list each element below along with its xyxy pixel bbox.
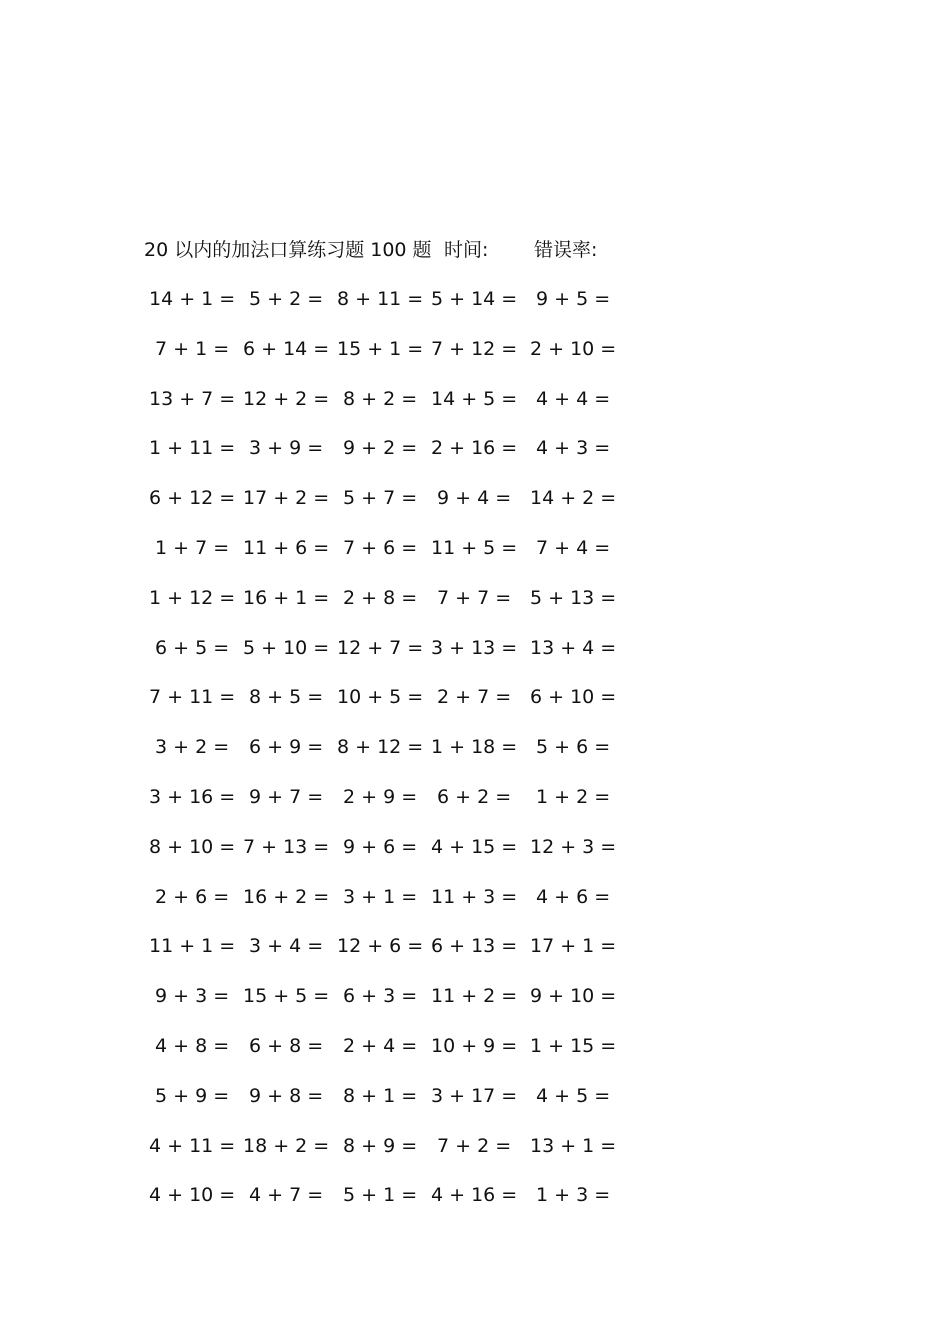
problem-cell: 2 + 7 =: [437, 686, 512, 709]
problem-cell: 9 + 4 =: [437, 487, 512, 510]
problem-row: [0, 1032, 950, 1082]
problem-cell: 8 + 1 =: [343, 1084, 418, 1107]
problem-cell: 4 + 6 =: [536, 885, 611, 908]
problem-cell: 9 + 6 =: [343, 835, 418, 858]
problem-cell: 11 + 3 =: [431, 885, 518, 908]
problem-cell: 5 + 2 =: [249, 288, 324, 310]
problem-cell: 7 + 1 =: [155, 337, 230, 360]
problem-cell: 6 + 10 =: [530, 686, 617, 709]
problem-cell: 9 + 10 =: [530, 985, 617, 1008]
problem-row: [0, 634, 950, 684]
problem-cell: 5 + 10 =: [243, 636, 330, 659]
problem-cell: 1 + 2 =: [536, 785, 611, 808]
problem-cell: 15 + 1 =: [337, 337, 424, 360]
problem-cell: 3 + 4 =: [249, 935, 324, 958]
problem-cell: 1 + 15 =: [530, 1034, 617, 1057]
problem-cell: 9 + 5 =: [536, 288, 611, 310]
problem-row: [0, 733, 950, 783]
problem-cell: 12 + 7 =: [337, 636, 424, 659]
problem-cell: 4 + 15 =: [431, 835, 518, 858]
problem-cell: 5 + 13 =: [530, 586, 617, 609]
problem-cell: 18 + 2 =: [243, 1134, 330, 1157]
problem-cell: 6 + 2 =: [437, 785, 512, 808]
problem-cell: 7 + 13 =: [243, 835, 330, 858]
problem-cell: 12 + 6 =: [337, 935, 424, 958]
problem-cell: 2 + 6 =: [155, 885, 230, 908]
problem-cell: 7 + 7 =: [437, 586, 512, 609]
problem-cell: 1 + 3 =: [536, 1184, 611, 1207]
problem-row: [0, 285, 950, 335]
problem-cell: 9 + 7 =: [249, 785, 324, 808]
problem-cell: 1 + 11 =: [149, 437, 236, 460]
problem-cell: 7 + 12 =: [431, 337, 518, 360]
problem-grid: [0, 285, 950, 1231]
problem-cell: 6 + 3 =: [343, 985, 418, 1008]
problem-cell: 6 + 13 =: [431, 935, 518, 958]
problem-cell: 7 + 6 =: [343, 536, 418, 559]
problem-row: [0, 484, 950, 534]
problem-cell: 7 + 11 =: [149, 686, 236, 709]
problem-cell: 8 + 9 =: [343, 1134, 418, 1157]
problem-cell: 4 + 11 =: [149, 1134, 236, 1157]
problem-row: [0, 1082, 950, 1132]
problem-cell: 7 + 4 =: [536, 536, 611, 559]
problem-row: [0, 683, 950, 733]
problem-cell: 2 + 9 =: [343, 785, 418, 808]
time-label: 时间:: [444, 239, 489, 261]
problem-row: [0, 833, 950, 883]
problem-cell: 8 + 11 =: [337, 288, 424, 310]
problem-cell: 2 + 8 =: [343, 586, 418, 609]
problem-cell: 8 + 10 =: [149, 835, 236, 858]
problem-cell: 8 + 5 =: [249, 686, 324, 709]
problem-row: [0, 883, 950, 933]
problem-cell: 6 + 8 =: [249, 1034, 324, 1057]
problem-cell: 6 + 14 =: [243, 337, 330, 360]
problem-cell: 11 + 6 =: [243, 536, 330, 559]
problem-cell: 4 + 5 =: [536, 1084, 611, 1107]
problem-cell: 2 + 16 =: [431, 437, 518, 460]
problem-cell: 5 + 1 =: [343, 1184, 418, 1207]
problem-cell: 1 + 7 =: [155, 536, 230, 559]
problem-cell: 13 + 7 =: [149, 387, 236, 410]
worksheet-header: [0, 236, 950, 264]
problem-cell: 17 + 2 =: [243, 487, 330, 510]
problem-cell: 2 + 4 =: [343, 1034, 418, 1057]
problem-row: [0, 434, 950, 484]
problem-row: [0, 1132, 950, 1182]
problem-cell: 14 + 1 =: [149, 288, 236, 310]
problem-cell: 3 + 2 =: [155, 736, 230, 759]
problem-cell: 14 + 2 =: [530, 487, 617, 510]
problem-cell: 4 + 10 =: [149, 1184, 236, 1207]
problem-cell: 1 + 12 =: [149, 586, 236, 609]
problem-cell: 3 + 9 =: [249, 437, 324, 460]
problem-row: [0, 335, 950, 385]
problem-row: [0, 982, 950, 1032]
problem-cell: 9 + 8 =: [249, 1084, 324, 1107]
problem-cell: 11 + 2 =: [431, 985, 518, 1008]
problem-cell: 9 + 3 =: [155, 985, 230, 1008]
problem-cell: 6 + 9 =: [249, 736, 324, 759]
problem-cell: 8 + 12 =: [337, 736, 424, 759]
problem-cell: 4 + 8 =: [155, 1034, 230, 1057]
problem-cell: 4 + 16 =: [431, 1184, 518, 1207]
problem-cell: 14 + 5 =: [431, 387, 518, 410]
problem-cell: 12 + 3 =: [530, 835, 617, 858]
problem-cell: 17 + 1 =: [530, 935, 617, 958]
problem-cell: 3 + 17 =: [431, 1084, 518, 1107]
problem-cell: 2 + 10 =: [530, 337, 617, 360]
problem-cell: 6 + 12 =: [149, 487, 236, 510]
problem-cell: 4 + 7 =: [249, 1184, 324, 1207]
problem-cell: 10 + 5 =: [337, 686, 424, 709]
problem-cell: 11 + 1 =: [149, 935, 236, 958]
problem-cell: 9 + 2 =: [343, 437, 418, 460]
problem-cell: 6 + 5 =: [155, 636, 230, 659]
problem-row: [0, 534, 950, 584]
problem-row: [0, 1181, 950, 1231]
problem-cell: 15 + 5 =: [243, 985, 330, 1008]
error-rate-label: 错误率:: [534, 239, 598, 261]
problem-cell: 4 + 4 =: [536, 387, 611, 410]
problem-cell: 3 + 13 =: [431, 636, 518, 659]
problem-cell: 1 + 18 =: [431, 736, 518, 759]
problem-row: [0, 584, 950, 634]
problem-cell: 3 + 16 =: [149, 785, 236, 808]
problem-cell: 11 + 5 =: [431, 536, 518, 559]
problem-row: [0, 385, 950, 435]
problem-cell: 16 + 2 =: [243, 885, 330, 908]
problem-cell: 5 + 14 =: [431, 288, 518, 310]
problem-cell: 13 + 4 =: [530, 636, 617, 659]
problem-cell: 4 + 3 =: [536, 437, 611, 460]
problem-row: [0, 783, 950, 833]
problem-cell: 13 + 1 =: [530, 1134, 617, 1157]
problem-cell: 3 + 1 =: [343, 885, 418, 908]
problem-cell: 8 + 2 =: [343, 387, 418, 410]
worksheet-title: 20 以内的加法口算练习题 100 题: [144, 239, 432, 261]
problem-cell: 7 + 2 =: [437, 1134, 512, 1157]
problem-cell: 5 + 7 =: [343, 487, 418, 510]
problem-cell: 5 + 9 =: [155, 1084, 230, 1107]
problem-cell: 5 + 6 =: [536, 736, 611, 759]
problem-row: [0, 932, 950, 982]
problem-cell: 10 + 9 =: [431, 1034, 518, 1057]
problem-cell: 12 + 2 =: [243, 387, 330, 410]
problem-cell: 16 + 1 =: [243, 586, 330, 609]
